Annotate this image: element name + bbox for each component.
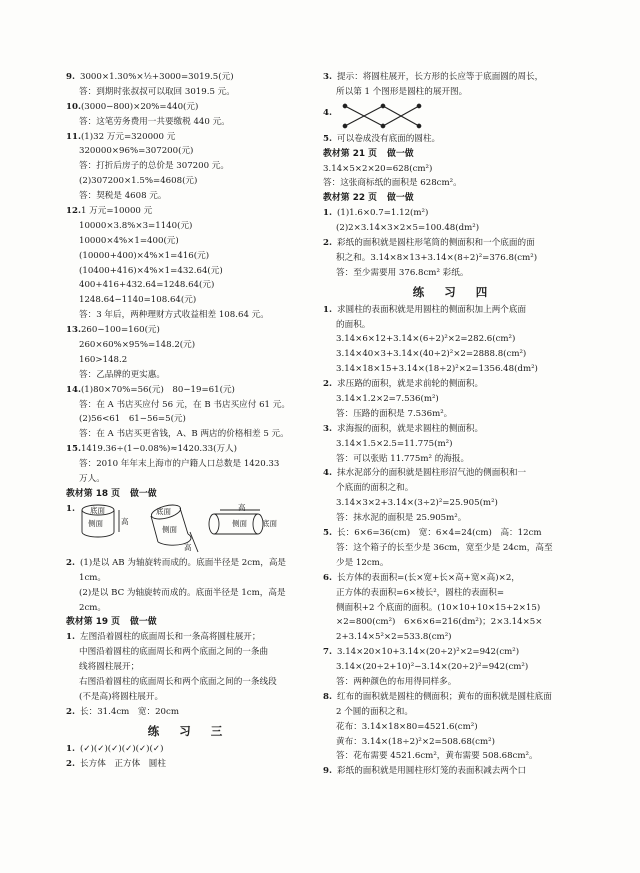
question-line [323, 377, 585, 392]
answer-line: 答：这笔劳务费用一共要缴税 440 元。 [79, 116, 230, 127]
answer-line: 花布：3.14×18×80=4521.6(cm²) [336, 721, 478, 732]
answer-line: 3.14×6×12+3.14×(6÷2)²×2=282.6(cm²) [336, 334, 516, 345]
answer-text: (✓)(✓)(✓)(✓)(✓)(✓) [80, 743, 164, 754]
figure-label: 侧面 [162, 524, 177, 534]
answer-line: 答：契税是 4608 元。 [79, 191, 167, 202]
answer-text: 长方体的表面积=(长×宽+长×高+宽×高)×2， [337, 572, 520, 583]
answer-line: 答：花布需要 4521.6cm²，黄布需要 508.68cm²。 [336, 751, 538, 762]
question-number: 12. [66, 206, 81, 217]
left-column [66, 70, 312, 771]
answer-line: 答：两种颜色的布用得同样多。 [336, 676, 457, 687]
question-line [323, 70, 585, 85]
answer-line: 1cm。 [79, 572, 107, 583]
answer-text: (1)80×70%=56(元) 80−19=61(元) [80, 384, 235, 395]
answer-line: 320000×96%=307200(元) [79, 146, 194, 157]
page-ref: 教材第 21 页 [323, 148, 378, 159]
figure-label: 底面 [262, 518, 277, 528]
question-line [66, 742, 312, 757]
answer-line: 3.14×40×3+3.14×(40÷2)²×2=2888.8(cm²) [336, 349, 527, 360]
answer-text: 长方体 正方体 圆柱 [80, 758, 166, 769]
question-number: 5. [323, 133, 332, 144]
answer-text: 1 万元=10000 元 [80, 206, 153, 217]
answer-line: 万人。 [79, 474, 105, 485]
question-number: 1. [66, 743, 75, 754]
answer-line: 中图沿着圆柱的底面周长和两个底面之间的一条曲 [79, 647, 269, 658]
question-line [66, 323, 312, 338]
answer-text: 3.14×20×10+3.14×(20÷2)²×2=942(cm²) [337, 647, 520, 658]
answer-text: 3000×1.30%×½+3000=3019.5(元) [80, 72, 234, 82]
question-number: 5. [323, 528, 332, 539]
question-line [66, 556, 312, 571]
answer-line: (不是高)将圆柱展开。 [79, 691, 164, 702]
figure-label: 侧面 [232, 518, 247, 528]
question-line [323, 571, 585, 586]
answer-line: 160>148.2 [79, 354, 128, 365]
answer-line: 400+416+432.64=1248.64(元) [79, 280, 215, 291]
answer-line: 答：至少需要用 376.8cm² 彩纸。 [336, 267, 469, 278]
answer-line: 少是 12cm。 [336, 557, 389, 568]
answer-text: (1)是以 AB 为轴旋转而成的。底面半径是 2cm，高是 [80, 557, 287, 568]
answer-line: 答：乙品牌的更实惠。 [79, 369, 165, 380]
answer-line: (2)2×3.14×3×2×5=100.48(dm²) [336, 223, 480, 234]
question-line [66, 383, 312, 398]
answer-text: 抹水泥部分的面积就是圆柱形沼气池的侧面积和一 [337, 468, 527, 479]
figure-label: 侧面 [88, 518, 103, 528]
figure-label: 高 [238, 502, 246, 512]
answer-line: 2+3.14×5²×2=533.8(cm²) [336, 632, 452, 643]
answer-line: (10000+400)×4%×1=416(元) [79, 250, 210, 261]
answer-line: 正方体的表面积=6×棱长²，圆柱的表面积= [336, 587, 505, 598]
section-title: 练 习 三 [147, 723, 231, 738]
answer-line: 答：3 年后，两种理财方式收益相差 108.64 元。 [79, 310, 269, 321]
page-ref: 教材第 18 页 [66, 488, 121, 499]
question-number: 2. [323, 379, 332, 390]
answer-text: 求压路的面积，就是求前轮的侧面积。 [337, 379, 484, 390]
question-number: 3. [323, 72, 332, 82]
answer-line: 答：这张商标纸的面积是 628cm²。 [323, 178, 462, 189]
question-number: 3. [323, 423, 332, 434]
question-number: 11. [66, 131, 81, 142]
question-line [323, 132, 585, 147]
question-line [323, 526, 585, 541]
answer-line: 右图沿着圆柱的底面周长和两个底面之间的一条线段 [79, 676, 277, 687]
answer-line: 答：压路的面积是 7.536m²。 [336, 408, 453, 419]
answer-text: 红布的面积就是圆柱的侧面积；黄布的面积就是圆柱底面 [337, 691, 552, 702]
section-title: 练 习 四 [412, 284, 496, 299]
answer-text: 长：6×6=36(cm) 宽：6×4=24(cm) 高：12cm [337, 528, 542, 539]
question-number: 2. [66, 706, 75, 717]
answer-text: 长：31.4cm 宽：20cm [80, 706, 179, 717]
answer-line: (2)是以 BC 为轴旋转而成的。底面半径是 1cm，高是 [79, 587, 286, 598]
answer-text: (3000−800)×20%=440(元) [80, 101, 199, 112]
question-number: 1. [323, 304, 332, 315]
question-number: 2. [66, 557, 75, 568]
question-number: 8. [323, 691, 332, 702]
answer-line: 答：到期时张叔叔可以取回 3019.5 元。 [79, 86, 235, 97]
textbook-page-heading [66, 487, 312, 502]
question-number: 9. [66, 72, 75, 82]
answer-line: (2)56<61 61−56=5(元) [79, 414, 186, 425]
question-number: 9. [323, 766, 332, 777]
exercise-label: 做一做 [387, 193, 414, 204]
page-ref: 教材第 19 页 [66, 617, 121, 628]
question-number: 2. [323, 238, 332, 249]
answer-text: (1)32 万元=320000 元 [80, 131, 176, 142]
question-line [66, 70, 312, 85]
answer-line: 3.14×5×2×20=628(cm²) [323, 163, 433, 174]
question-line [66, 100, 312, 115]
answer-line: 答：在 A 书店买应付 56 元，在 B 书店买应付 61 元。 [79, 399, 290, 410]
answer-line: 个底面的面积之和。 [336, 483, 414, 494]
question-number: 13. [66, 325, 81, 336]
textbook-page-heading [66, 615, 312, 630]
right-column [323, 70, 585, 779]
question-number: 1. [66, 503, 75, 514]
figure-label: 高 [121, 516, 129, 526]
matching-lines [339, 101, 429, 131]
question-line [323, 422, 585, 437]
answer-line: (10400+416)×4%×1=432.64(元) [79, 265, 223, 276]
answer-line: 10000×3.8%×3=1140(元) [79, 220, 193, 231]
answer-text: 求圆柱的表面积就是用圆柱的侧面积加上两个底面 [337, 304, 527, 315]
question-line [323, 764, 585, 779]
exercise-label: 做一做 [130, 617, 157, 628]
figure-label: 底面 [156, 506, 171, 516]
answer-line: 线将圆柱展开； [79, 662, 140, 673]
answer-text: 提示：将圆柱展开，长方形的长应等于底面圆的周长， [337, 72, 544, 82]
answer-line: 的面积。 [336, 319, 371, 330]
question-number: 4. [323, 107, 332, 118]
cylinder-figures [66, 502, 312, 556]
answer-line: 答：这个箱子的长至少是 36cm，宽至少是 24cm，高至 [336, 542, 553, 553]
answer-line: 2cm。 [79, 602, 107, 613]
answer-line: 积之和。3.14×8×13+3.14×(8÷2)²=376.8(cm²) [336, 252, 538, 263]
answer-line: 答：在 A 书店买更省钱，A、B 两店的价格相差 5 元。 [79, 429, 289, 440]
question-number: 7. [323, 647, 332, 658]
answer-line: 答：可以张贴 11.775m² 的海报。 [336, 453, 470, 464]
answer-line: 3.14×18×15+3.14×(18÷2)²×2=1356.48(dm²) [336, 364, 538, 375]
answer-line: 黄布：3.14×(18÷2)²×2=508.68(cm²) [336, 736, 495, 747]
answer-line: 260×60%×95%=148.2(元) [79, 340, 196, 351]
answer-line: 3.14×(20÷2+10)²−3.14×(20÷2)²=942(cm²) [336, 662, 529, 673]
question-number: 1. [323, 208, 332, 219]
question-number: 14. [66, 384, 81, 395]
answer-line: 1248.64−1140=108.64(元) [79, 295, 197, 306]
question-number: 4. [323, 468, 332, 479]
question-line [66, 204, 312, 219]
answer-text: 260−100=160(元) [80, 325, 160, 336]
answer-line: 所以第 1 个图形是圆柱的展开图。 [336, 86, 468, 97]
figure-label: 高 [184, 542, 192, 552]
answer-text: 求海报的面积，就是求圆柱的侧面积。 [337, 423, 484, 434]
question-line [66, 442, 312, 457]
answer-line: 10000×4%×1=400(元) [79, 235, 179, 246]
question-line [66, 757, 312, 772]
answer-text: (1)1.6×0.7=1.12(m²) [337, 208, 429, 219]
answer-text: 彩纸的面积就是用圆柱形灯笼的表面积减去两个口 [337, 766, 527, 777]
answer-text: 可以卷成没有底面的圆柱。 [337, 133, 441, 144]
exercise-label: 做一做 [387, 148, 414, 159]
question-number: 15. [66, 444, 81, 455]
answer-line: 3.14×3×2+3.14×(3÷2)²=25.905(m²) [336, 498, 498, 509]
answer-line: 3.14×1.2×2=7.536(m²) [336, 394, 439, 405]
question-line [66, 130, 312, 145]
question-line [323, 466, 585, 481]
question-line [323, 303, 585, 318]
question-number: 2. [66, 758, 75, 769]
page-ref: 教材第 22 页 [323, 193, 378, 204]
answer-text: 1419.36÷(1−0.08%)≈1420.33(万人) [80, 444, 237, 455]
answer-line: 答：打折后房子的总价是 307200 元。 [79, 161, 229, 172]
answer-line: 侧面积+2 个底面的面积。(10×10+10×15+2×15) [336, 602, 541, 613]
answer-line: (2)307200×1.5%=4608(元) [79, 176, 198, 187]
answer-line: 2 个圆的面积之和。 [336, 706, 413, 717]
question-line [323, 645, 585, 660]
question-line [66, 705, 312, 720]
exercise-label: 做一做 [130, 488, 157, 499]
question-line [66, 630, 312, 645]
answer-text: 彩纸的面积就是圆柱形笔筒的侧面积和一个底面的面 [337, 238, 535, 249]
answer-line: 3.14×1.5×2.5=11.775(m²) [336, 438, 453, 449]
answer-line: ×2=800(cm²) 6×6×6=216(dm²)；2×3.14×5× [336, 617, 543, 628]
textbook-page-heading [323, 147, 585, 162]
figure-label: 底面 [90, 505, 105, 515]
question-number: 10. [66, 101, 81, 112]
question-line [323, 236, 585, 251]
answer-line: 答：2010 年年末上海市的户籍人口总数是 1420.33 [79, 459, 280, 470]
question-number: 1. [66, 632, 75, 643]
answer-line: 答：抹水泥的面积是 25.905m²。 [336, 513, 467, 524]
question-number: 6. [323, 572, 332, 583]
matching-diagram [323, 100, 585, 132]
textbook-page-heading [323, 191, 585, 206]
question-line [323, 206, 585, 221]
answer-text: 左图沿着圆柱的底面周长和一条高将圆柱展开； [80, 632, 261, 643]
question-line [323, 690, 585, 705]
